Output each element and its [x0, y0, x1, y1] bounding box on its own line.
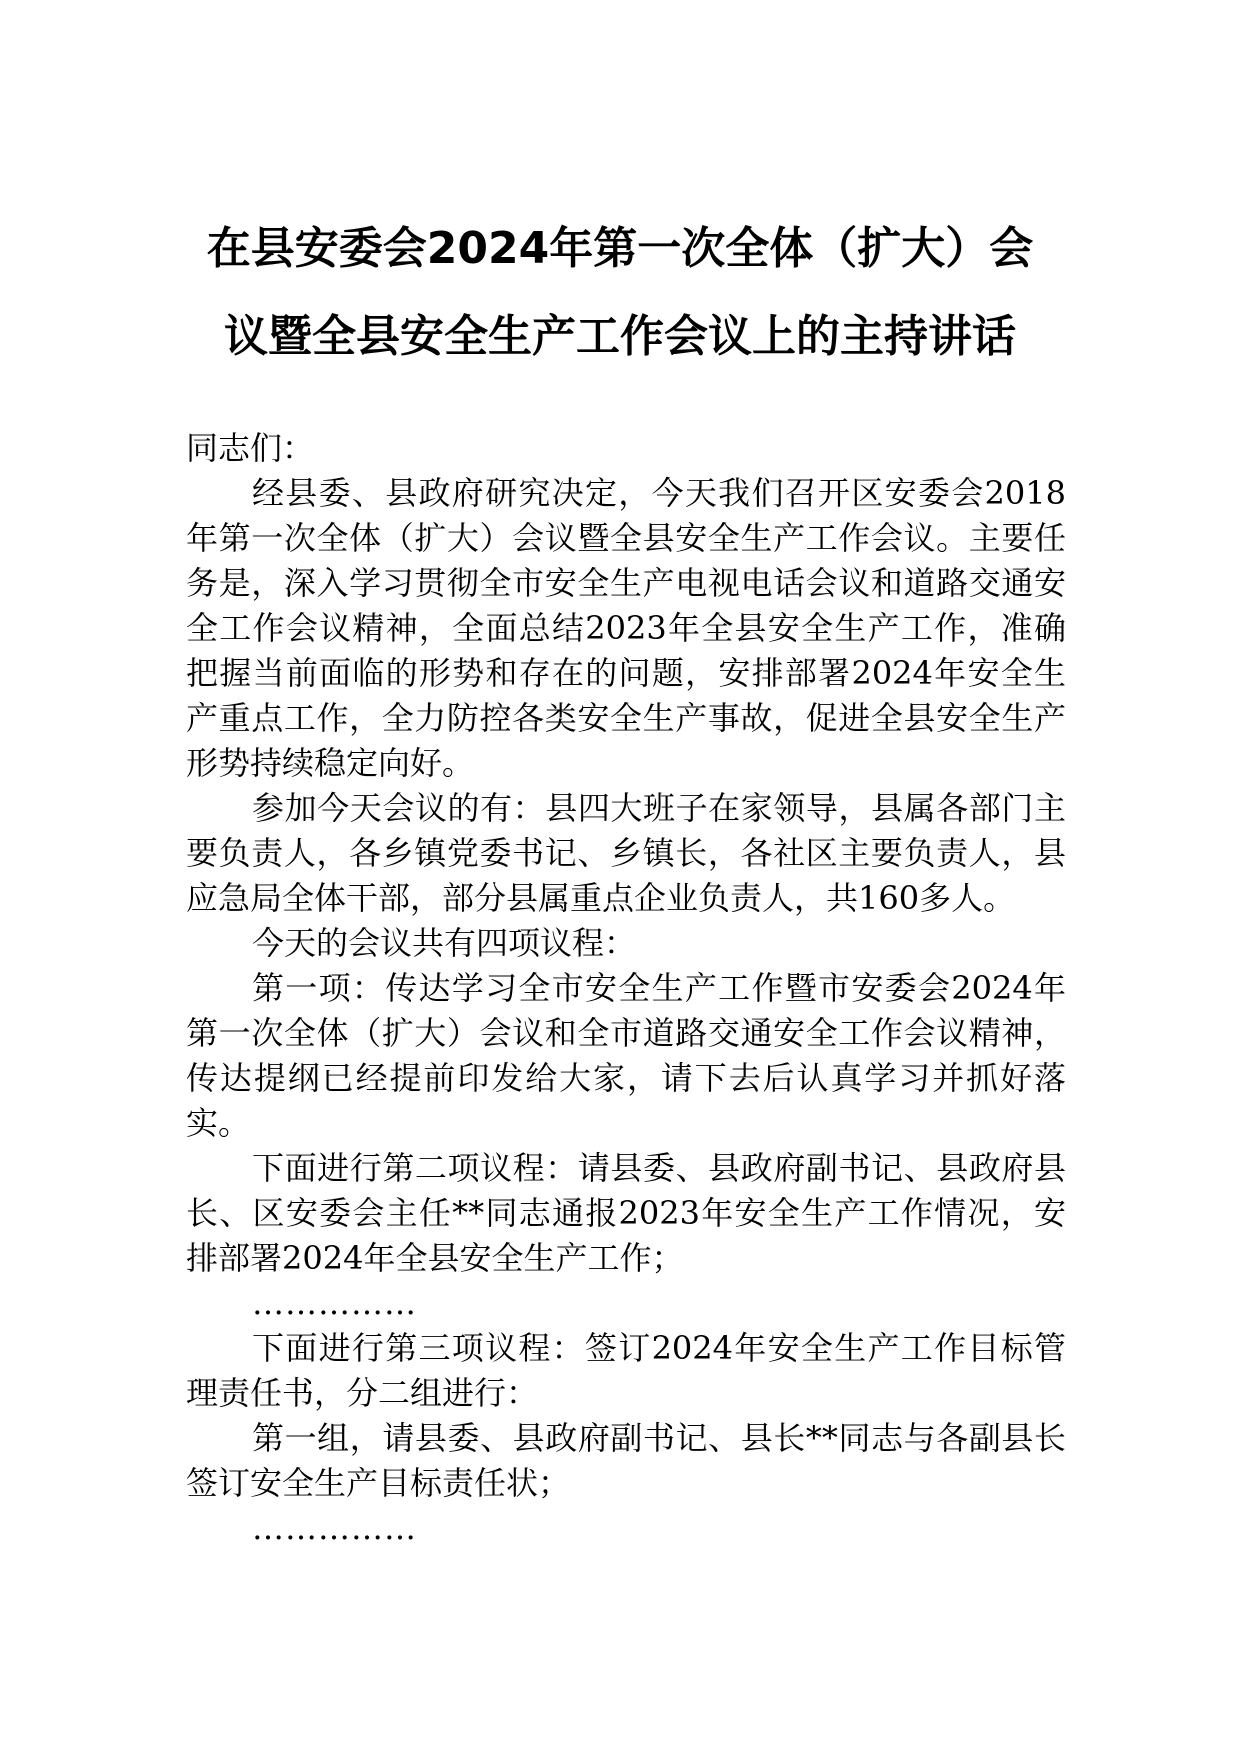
paragraph-agenda-item-1: 第一项：传达学习全市安全生产工作暨市安委会2024年第一次全体（扩大）会议和全市道路交通安全工作会议精神，传达提纲已经提前印发给大家，请下去后认真学习并抓好落实。 — [186, 969, 1066, 1142]
paragraph-opening: 经县委、县政府研究决定，今天我们召开区安委会2018年第一次全体（扩大）会议暨全县安全生产工作会议。主要任务是，深入学习贯彻全市安全生产电视电话会议和道路交通安全工作会议精神，全面总结2023年全县安全生产工作，准确把握当前面临的形势和存在的问题，安排部署2024年安全生产重点工作，全力防控各类安全生产事故，促进全县安全生产形势持续稳定向好。 — [186, 474, 1066, 782]
paragraph-agenda-intro: 今天的会议共有四项议程： — [252, 924, 637, 962]
ellipsis-1: …………… — [252, 1284, 417, 1322]
paragraph-agenda-item-3: 下面进行第三项议程：签订2024年安全生产工作目标管理责任书，分二组进行： — [186, 1329, 1066, 1412]
document-body — [186, 426, 1066, 1551]
ellipsis-2: …………… — [252, 1509, 417, 1547]
paragraph-group-1: 第一组，请县委、县政府副书记、县长**同志与各副县长签订安全生产目标责任状； — [186, 1419, 1066, 1502]
document-title — [160, 205, 1080, 381]
title-line-1: 在县安委会2024年第一次全体（扩大）会 — [206, 223, 1034, 274]
title-line-2: 议暨全县安全生产工作会议上的主持讲话 — [224, 311, 1016, 362]
paragraph-agenda-item-2: 下面进行第二项议程：请县委、县政府副书记、县政府县长、区安委会主任**同志通报2023年安全生产工作情况，安排部署2024年全县安全生产工作； — [186, 1149, 1066, 1277]
salutation: 同志们： — [186, 429, 315, 467]
paragraph-attendees: 参加今天会议的有：县四大班子在家领导，县属各部门主要负责人，各乡镇党委书记、乡镇长，各社区主要负责人，县应急局全体干部，部分县属重点企业负责人，共160多人。 — [186, 789, 1066, 917]
